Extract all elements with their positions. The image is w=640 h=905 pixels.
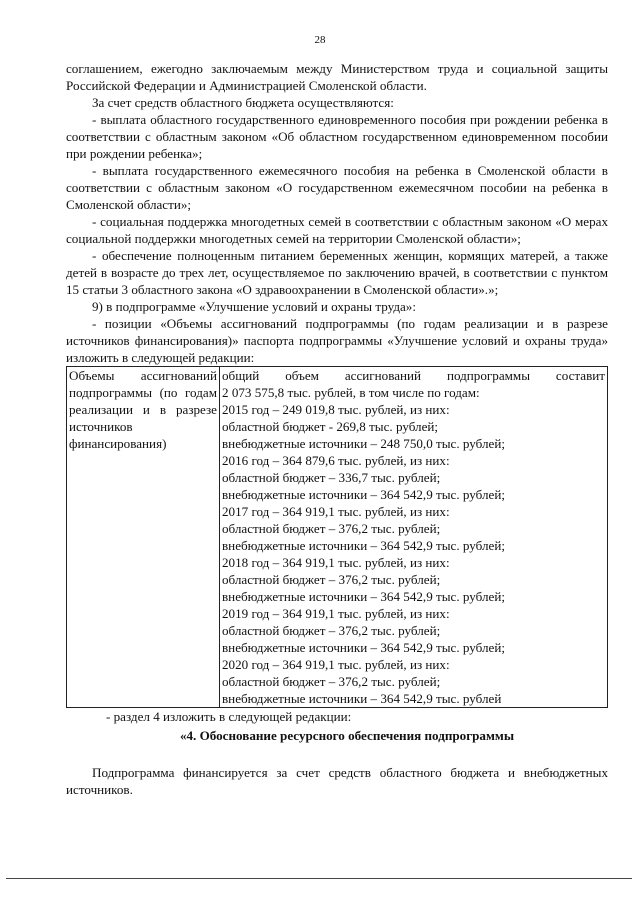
table-row: [67, 367, 608, 708]
section-heading: «4. Обоснование ресурсного обеспечения подпрограммы: [179, 728, 515, 743]
footer-divider: [6, 878, 632, 879]
table-value-line: областной бюджет – 376,2 тыс. рублей;: [222, 623, 441, 638]
table-value-line: областной бюджет - 269,8 тыс. рублей;: [222, 419, 439, 434]
paragraph: За счет средств областного бюджета осуществляются:: [92, 95, 394, 110]
allocation-table: [66, 366, 608, 708]
table-value-line: внебюджетные источники – 364 542,9 тыс. рублей: [222, 691, 502, 706]
table-value-line: областной бюджет – 376,2 тыс. рублей;: [222, 674, 441, 689]
paragraph: - позиции «Объемы ассигнований подпрограммы (по годам реализации и в разрезе источников финансирования)» паспорта подпрограммы «Улучшение условий и охраны труда» изложить в следующей редакции:: [66, 316, 608, 365]
page-number: 28: [314, 34, 326, 46]
final-paragraph: Подпрограмма финансируется за счет средств областного бюджета и внебюджетных источников.: [66, 765, 608, 797]
table-value-line: 2018 год – 364 919,1 тыс. рублей, из них:: [222, 555, 450, 570]
table-value-line: областной бюджет – 376,2 тыс. рублей;: [222, 572, 441, 587]
table-value-line: общий объем ассигнований подпрограммы составит: [222, 368, 605, 383]
table-value-line: 2 073 575,8 тыс. рублей, в том числе по годам:: [222, 385, 480, 400]
table-value-line: областной бюджет – 336,7 тыс. рублей;: [222, 470, 441, 485]
table-value-cell: [220, 367, 608, 708]
table-value-line: внебюджетные источники – 364 542,9 тыс. рублей;: [222, 487, 505, 502]
table-value-line: 2019 год – 364 919,1 тыс. рублей, из них:: [222, 606, 450, 621]
paragraph: соглашением, ежегодно заключаемым между Министерством труда и социальной защиты Российской Федерации и Администрацией Смоленской области.: [66, 61, 608, 93]
section-instruction: - раздел 4 изложить в следующей редакции:: [106, 709, 352, 724]
table-value-line: внебюджетные источники – 248 750,0 тыс. рублей;: [222, 436, 505, 451]
document-body: [66, 60, 608, 798]
table-value-line: 2017 год – 364 919,1 тыс. рублей, из них:: [222, 504, 450, 519]
table-value-line: внебюджетные источники – 364 542,9 тыс. рублей;: [222, 640, 505, 655]
paragraph: - выплата областного государственного единовременного пособия при рождении ребенка в соответствии с областным законом «Об областном государственном единовременном пособии при рождении ребенка»;: [66, 112, 608, 161]
table-value-line: областной бюджет – 376,2 тыс. рублей;: [222, 521, 441, 536]
table-value-line: внебюджетные источники – 364 542,9 тыс. рублей;: [222, 538, 505, 553]
spacer: [66, 744, 608, 764]
paragraph: - выплата государственного ежемесячного пособия на ребенка в Смоленской области в соответствии с областным законом «О государственном ежемесячном пособии на ребенка в Смоленской области»;: [66, 163, 608, 212]
table-value-line: внебюджетные источники – 364 542,9 тыс. рублей;: [222, 589, 505, 604]
table-label-cell: Объемы ассигнований подпрограммы (по годам реализации и в разрезе источников финансирования): [67, 367, 220, 708]
table-value-line: 2015 год – 249 019,8 тыс. рублей, из них:: [222, 402, 450, 417]
paragraph: 9) в подпрограмме «Улучшение условий и охраны труда»:: [92, 299, 416, 314]
table-value-line: 2020 год – 364 919,1 тыс. рублей, из них:: [222, 657, 450, 672]
paragraph: - обеспечение полноценным питанием беременных женщин, кормящих матерей, а также детей в возрасте до трех лет, осуществляемое по заключению врачей, в соответствии с пунктом 15 статьи 3 областного закона «О здравоохранении в Смоленской области».»;: [66, 248, 608, 297]
paragraph: - социальная поддержка многодетных семей в соответствии с областным законом «О мерах социальной поддержки многодетных семей на территории Смоленской области»;: [66, 214, 608, 246]
paragraph-list: [66, 60, 608, 366]
table-value-line: 2016 год – 364 879,6 тыс. рублей, из них:: [222, 453, 450, 468]
